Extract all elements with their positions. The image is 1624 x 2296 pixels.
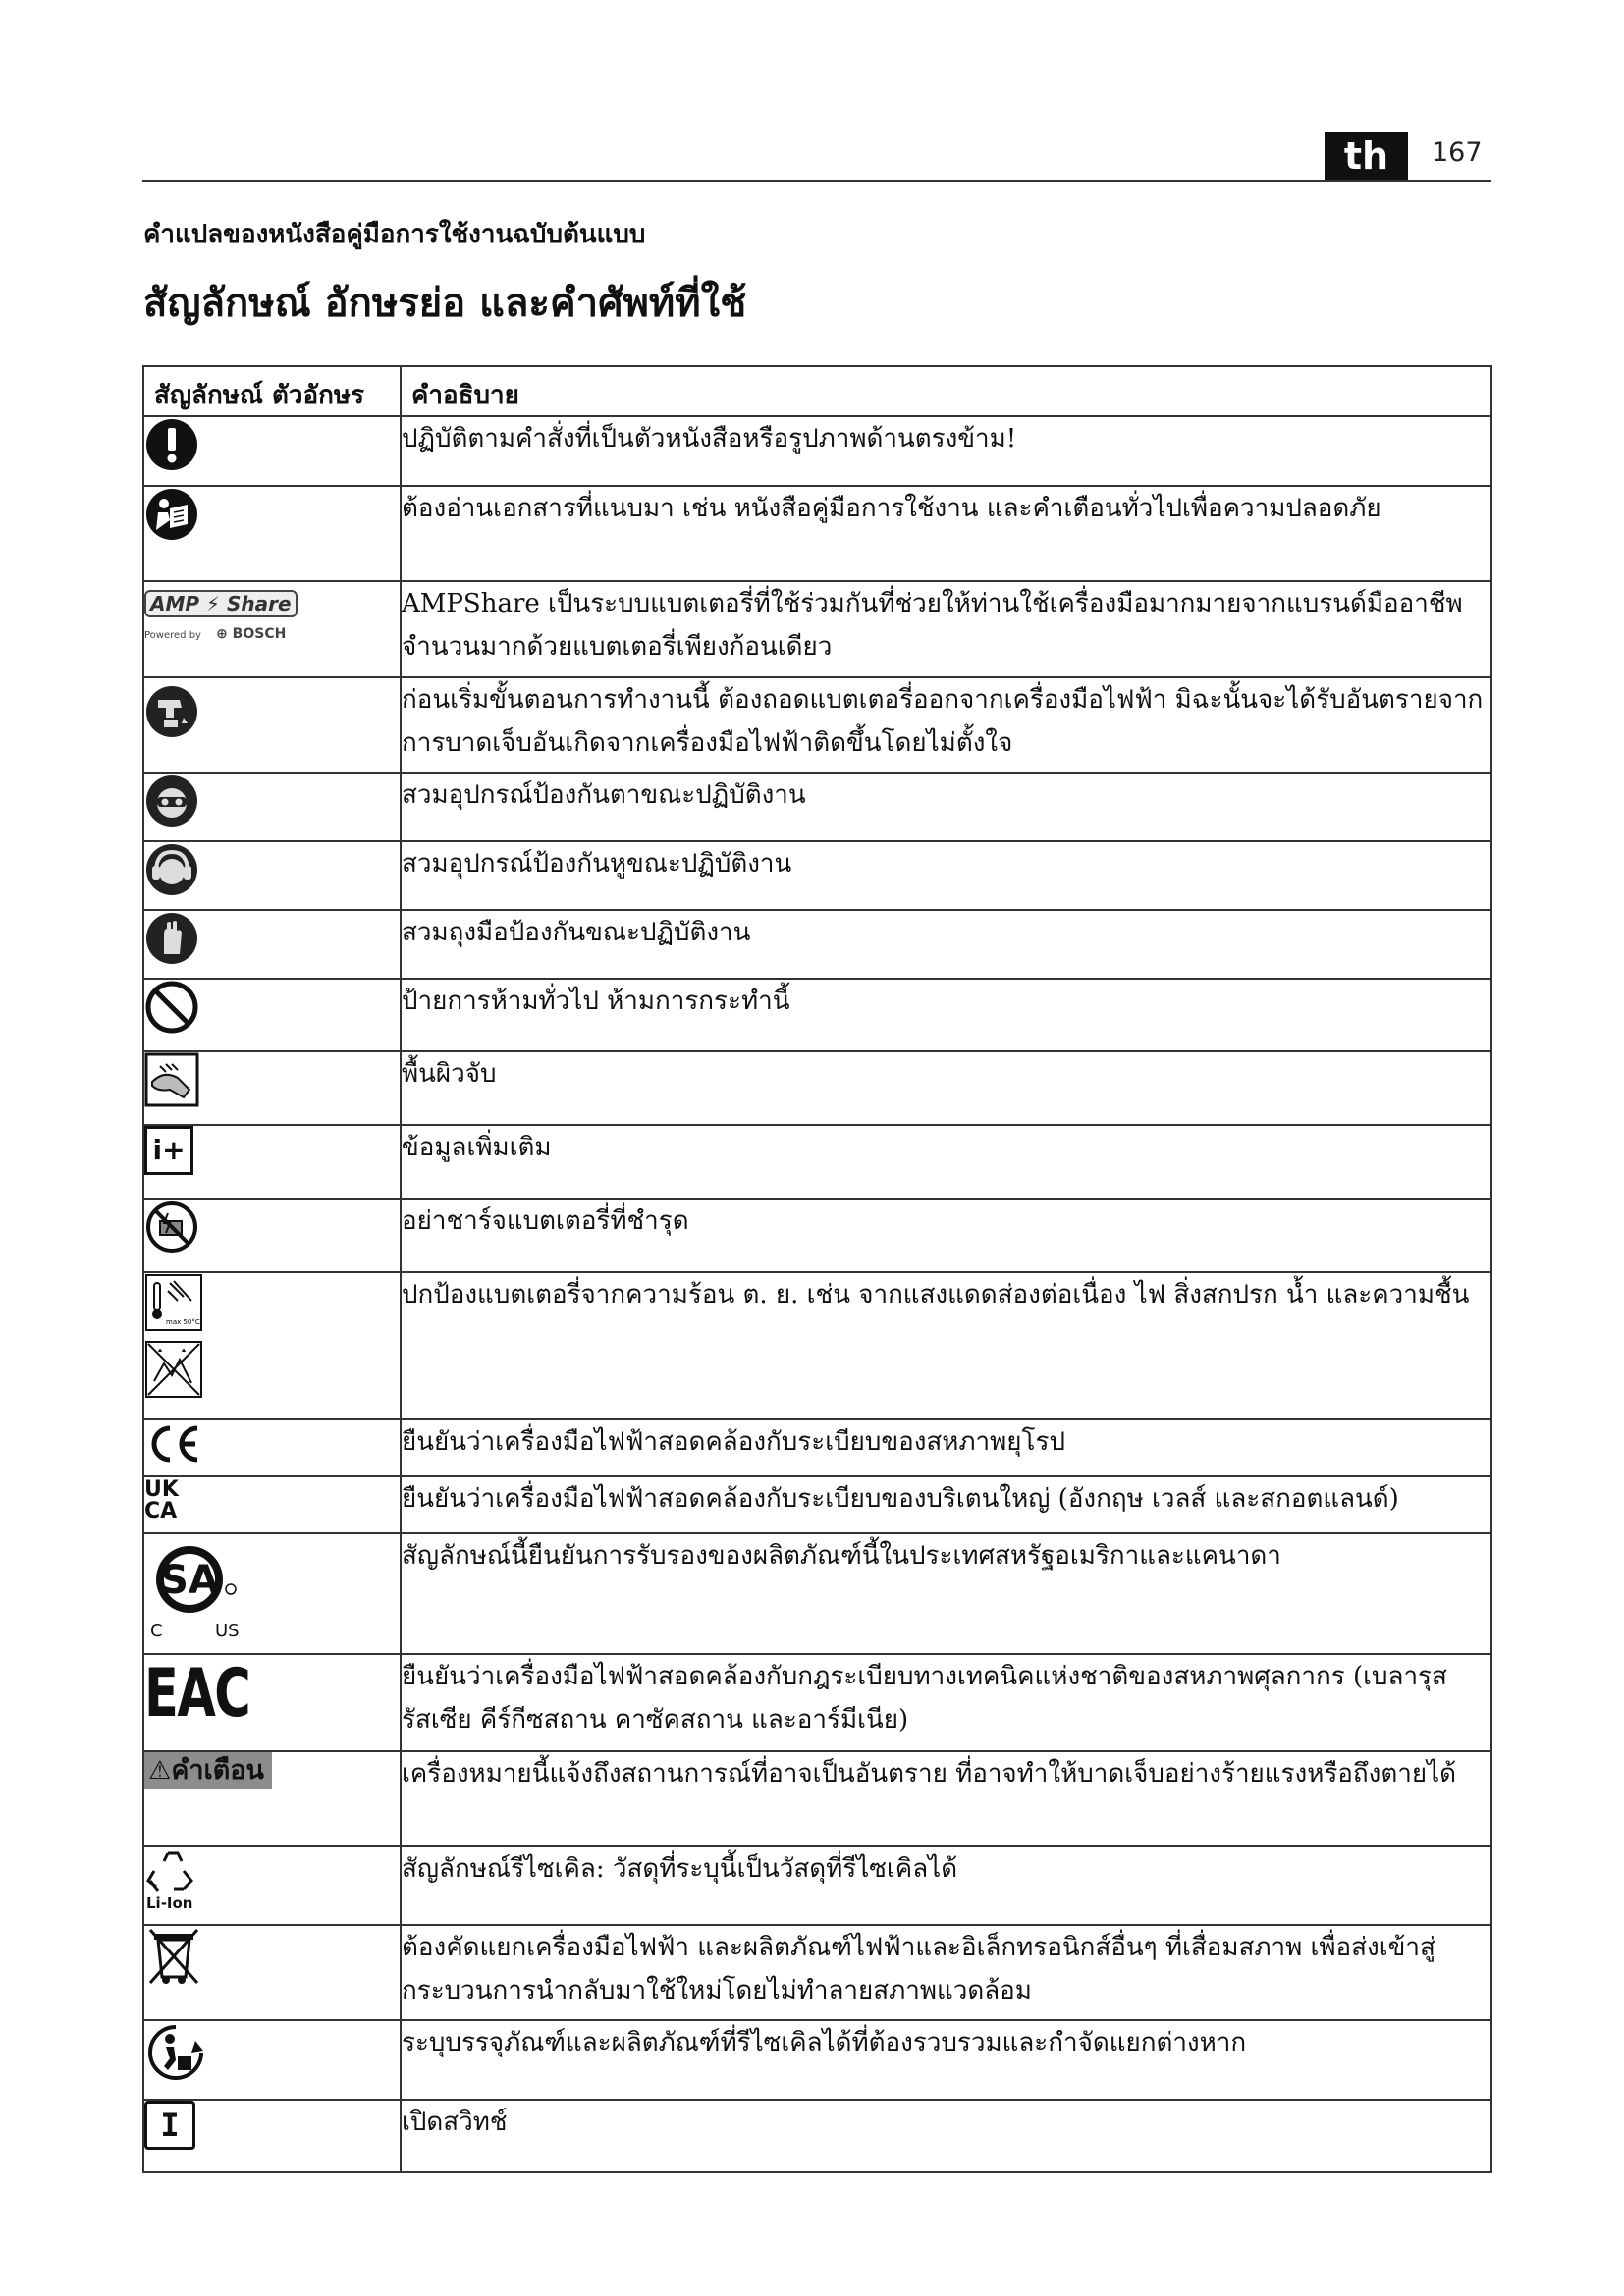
table-row <box>143 1199 1491 1272</box>
weee-bin-icon <box>144 1926 203 1987</box>
table-row <box>143 581 1491 677</box>
symbol-cell <box>143 1654 401 1751</box>
prohibition-icon <box>144 980 199 1035</box>
symbol-cell <box>143 677 401 773</box>
document-subtitle: คำแปลของหนังสือคู่มือการใช้งานฉบับต้นแบบ <box>143 220 646 249</box>
table-row <box>143 1846 1491 1925</box>
battery-heat-moisture-icon <box>144 1273 203 1401</box>
eye-protection-icon <box>144 774 199 828</box>
table-row <box>143 1533 1491 1654</box>
description-cell: สัญลักษณ์นี้ยืนยันการรับรองของผลิตภัณฑ์นี้ในประเทศสหรัฐอเมริกาและแคนาดา <box>401 1533 1491 1654</box>
description-cell: สวมอุปกรณ์ป้องกันตาขณะปฏิบัติงาน <box>401 773 1491 841</box>
description-cell: สวมอุปกรณ์ป้องกันหูขณะปฏิบัติงาน <box>401 841 1491 910</box>
symbol-cell <box>143 1533 401 1654</box>
table-row <box>143 773 1491 841</box>
table-row <box>143 910 1491 979</box>
read-manual-icon <box>144 487 199 542</box>
table-row <box>143 1925 1491 2020</box>
description-cell: ต้องคัดแยกเครื่องมือไฟฟ้า และผลิตภัณฑ์ไฟฟ้าและอิเล็กทรอนิกส์อื่นๆ ที่เสื่อมสภาพ เพื่อส่งเข้าสู่กระบวนการนำกลับมาใช้ใหม่โดยไม่ทำลายสภาพแวดล้อม <box>401 1925 1491 2020</box>
symbol-cell <box>143 1125 401 1199</box>
svg-text:Li-Ion: Li-Ion <box>146 1895 193 1910</box>
table-row <box>143 486 1491 581</box>
description-cell: ยืนยันว่าเครื่องมือไฟฟ้าสอดคล้องกับกฎระเบียบทางเทคนิคแห่งชาติของสหภาพศุลกากร (เบลารุส รัสเซีย คีร์กีซสถาน คาซัคสถาน และอาร์มีเนีย) <box>401 1654 1491 1751</box>
symbol-cell <box>143 1751 401 1846</box>
description-cell: ก่อนเริ่มขั้นตอนการทำงานนี้ ต้องถอดแบตเตอรี่ออกจากเครื่องมือไฟฟ้า มิฉะนั้นจะได้รับอันตรายจากการบาดเจ็บอันเกิดจากเครื่องมือไฟฟ้าติดขึ้นโดยไม่ตั้งใจ <box>401 677 1491 773</box>
svg-text:max 50°C: max 50°C <box>166 1318 200 1326</box>
symbol-cell <box>143 416 401 486</box>
description-cell: ยืนยันว่าเครื่องมือไฟฟ้าสอดคล้องกับระเบียบของบริเตนใหญ่ (อังกฤษ เวลส์ และสกอตแลนด์) <box>401 1476 1491 1533</box>
ampshare-logo <box>144 582 400 642</box>
packaging-recycle-icon <box>144 2021 207 2084</box>
description-cell: เครื่องหมายนี้แจ้งถึงสถานการณ์ที่อาจเป็นอันตราย ที่อาจทำให้บาดเจ็บอย่างร้ายแรงหรือถึงตายได้ <box>401 1751 1491 1846</box>
table-row <box>143 1272 1491 1419</box>
symbol-cell <box>143 841 401 910</box>
ce-mark-icon <box>144 1422 203 1466</box>
table-row <box>143 416 1491 486</box>
mandatory-action-icon <box>144 417 199 472</box>
table-row <box>143 2100 1491 2172</box>
recycle-li-ion-icon <box>144 1847 203 1910</box>
symbols-table <box>142 365 1492 2173</box>
description-cell: สวมถุงมือป้องกันขณะปฏิบัติงาน <box>401 910 1491 979</box>
table-header-row <box>143 366 1491 416</box>
symbol-cell <box>143 1419 401 1476</box>
table-row <box>143 979 1491 1051</box>
symbol-cell <box>143 1476 401 1533</box>
page-number: 167 <box>1432 137 1483 168</box>
table-row <box>143 1751 1491 1846</box>
description-cell: สัญลักษณ์รีไซเคิล: วัสดุที่ระบุนี้เป็นวัสดุที่รีไซเคิลได้ <box>401 1846 1491 1925</box>
table-row <box>143 1051 1491 1125</box>
grip-surface-icon <box>144 1052 199 1107</box>
warning-label-icon: ⚠คำเตือน <box>144 1752 272 1789</box>
svg-text:US: US <box>215 1621 240 1640</box>
symbol-cell <box>143 581 401 677</box>
column-header-symbol: สัญลักษณ์ ตัวอักษร <box>143 366 401 416</box>
table-row <box>143 1654 1491 1751</box>
symbol-cell <box>143 486 401 581</box>
ukca-mark-icon: UK CA <box>144 1477 179 1523</box>
description-cell: พื้นผิวจับ <box>401 1051 1491 1125</box>
header-rule <box>142 180 1491 182</box>
ampshare-powered-by: Powered by <box>144 630 201 641</box>
description-cell: AMPShare เป็นระบบแบตเตอรี่ที่ใช้ร่วมกันที่ช่วยให้ท่านใช้เครื่องมือมากมายจากแบรนด์มืออาชีพจำนวนมากด้วยแบตเตอรี่เพียงก้อนเดียว <box>401 581 1491 677</box>
table-row <box>143 1476 1491 1533</box>
page-title: สัญลักษณ์ อักษรย่อ และคำศัพท์ที่ใช้ <box>143 280 747 326</box>
table-row <box>143 1419 1491 1476</box>
gloves-icon <box>144 911 199 966</box>
no-charge-damaged-battery-icon <box>144 1200 199 1255</box>
description-cell: อย่าชาร์จแบตเตอรี่ที่ชำรุด <box>401 1199 1491 1272</box>
table-row <box>143 841 1491 910</box>
symbol-cell <box>143 1846 401 1925</box>
description-cell: ต้องอ่านเอกสารที่แนบมา เช่น หนังสือคู่มือการใช้งาน และคำเตือนทั่วไปเพื่อความปลอดภัย <box>401 486 1491 581</box>
table-row <box>143 677 1491 773</box>
ear-protection-icon <box>144 842 199 897</box>
description-cell: เปิดสวิทช์ <box>401 2100 1491 2172</box>
remove-battery-icon <box>144 684 199 739</box>
table-row <box>143 1125 1491 1199</box>
language-badge: th <box>1325 132 1408 181</box>
description-cell: ข้อมูลเพิ่มเติม <box>401 1125 1491 1199</box>
symbol-cell <box>143 979 401 1051</box>
column-header-description: คำอธิบาย <box>401 366 1491 416</box>
symbol-cell <box>143 2020 401 2100</box>
symbol-cell <box>143 1925 401 2020</box>
info-plus-icon: i+ <box>144 1126 193 1175</box>
symbol-cell <box>143 1272 401 1419</box>
description-cell: ยืนยันว่าเครื่องมือไฟฟ้าสอดคล้องกับระเบียบของสหภาพยุโรป <box>401 1419 1491 1476</box>
symbol-cell <box>143 1199 401 1272</box>
ampshare-logo-text: AMP ⚡ Share <box>144 590 298 617</box>
switch-on-icon: I <box>144 2101 195 2150</box>
description-cell: ปฏิบัติตามคำสั่งที่เป็นตัวหนังสือหรือรูปภาพด้านตรงข้าม! <box>401 416 1491 486</box>
bosch-logo: ⊕ BOSCH <box>216 626 287 642</box>
csa-mark-icon <box>144 1534 252 1640</box>
eac-mark-icon: EAC <box>144 1655 250 1733</box>
table-row <box>143 2020 1491 2100</box>
symbol-cell <box>143 910 401 979</box>
symbol-cell <box>143 773 401 841</box>
symbol-cell <box>143 1051 401 1125</box>
description-cell: ระบุบรรจุภัณฑ์และผลิตภัณฑ์ที่รีไซเคิลได้ที่ต้องรวบรวมและกำจัดแยกต่างหาก <box>401 2020 1491 2100</box>
symbol-cell <box>143 2100 401 2172</box>
description-cell: ป้ายการห้ามทั่วไป ห้ามการกระทำนี้ <box>401 979 1491 1051</box>
description-cell: ปกป้องแบตเตอรี่จากความร้อน ต. ย. เช่น จากแสงแดดส่องต่อเนื่อง ไฟ สิ่งสกปรก น้ำ และความชื้น <box>401 1272 1491 1419</box>
svg-text:SA: SA <box>160 1558 219 1603</box>
svg-text:C: C <box>150 1621 163 1640</box>
